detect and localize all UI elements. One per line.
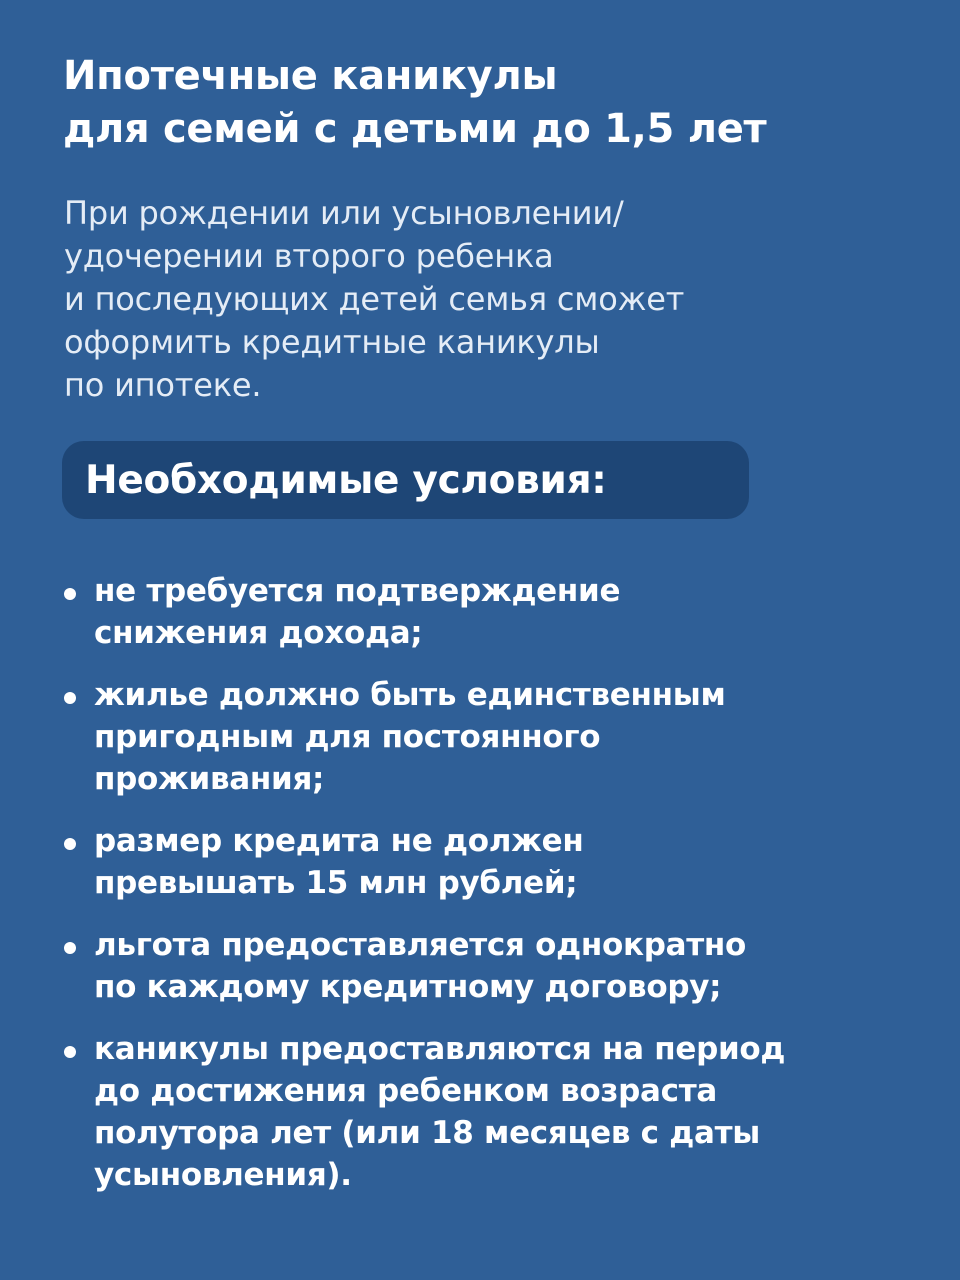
condition-text: размер кредита не должен [94,823,584,859]
condition-text: проживания; [94,761,325,797]
condition-text: льгота предоставляется однократно [94,927,746,963]
condition-text: до достижения ребенком возраста [94,1073,718,1109]
bullet-icon [64,692,76,704]
intro-paragraph [64,192,924,407]
title-line-2: для семей с детьми до 1,5 лет [63,106,767,152]
intro-line: и последующих детей семья сможет [64,280,685,318]
condition-item [62,1028,922,1196]
intro-line: При рождении или усыновлении/ [64,194,624,232]
condition-text: усыновления). [94,1157,352,1193]
condition-text: пригодным для постоянного [94,719,601,755]
intro-line: по ипотеке. [64,366,262,404]
condition-text: превышать 15 млн рублей; [94,865,578,901]
page-title [63,50,933,156]
condition-item [62,924,922,1008]
intro-line: удочерении второго ребенка [64,237,554,275]
conditions-list [62,570,922,1216]
condition-item [62,674,922,800]
intro-line: оформить кредитные каникулы [64,323,600,361]
bullet-icon [64,942,76,954]
conditions-heading-badge [62,441,749,519]
condition-item [62,570,922,654]
condition-text: не требуется подтверждение [94,573,621,609]
title-line-1: Ипотечные каникулы [63,53,558,99]
conditions-heading: Необходимые условия: [85,457,607,503]
bullet-icon [64,838,76,850]
condition-text: снижения дохода; [94,615,423,651]
condition-text: полутора лет (или 18 месяцев с даты [94,1115,761,1151]
condition-text: жилье должно быть единственным [94,677,726,713]
bullet-icon [64,1046,76,1058]
bullet-icon [64,588,76,600]
condition-text: каникулы предоставляются на период [94,1031,786,1067]
condition-text: по каждому кредитному договору; [94,969,722,1005]
condition-item [62,820,922,904]
